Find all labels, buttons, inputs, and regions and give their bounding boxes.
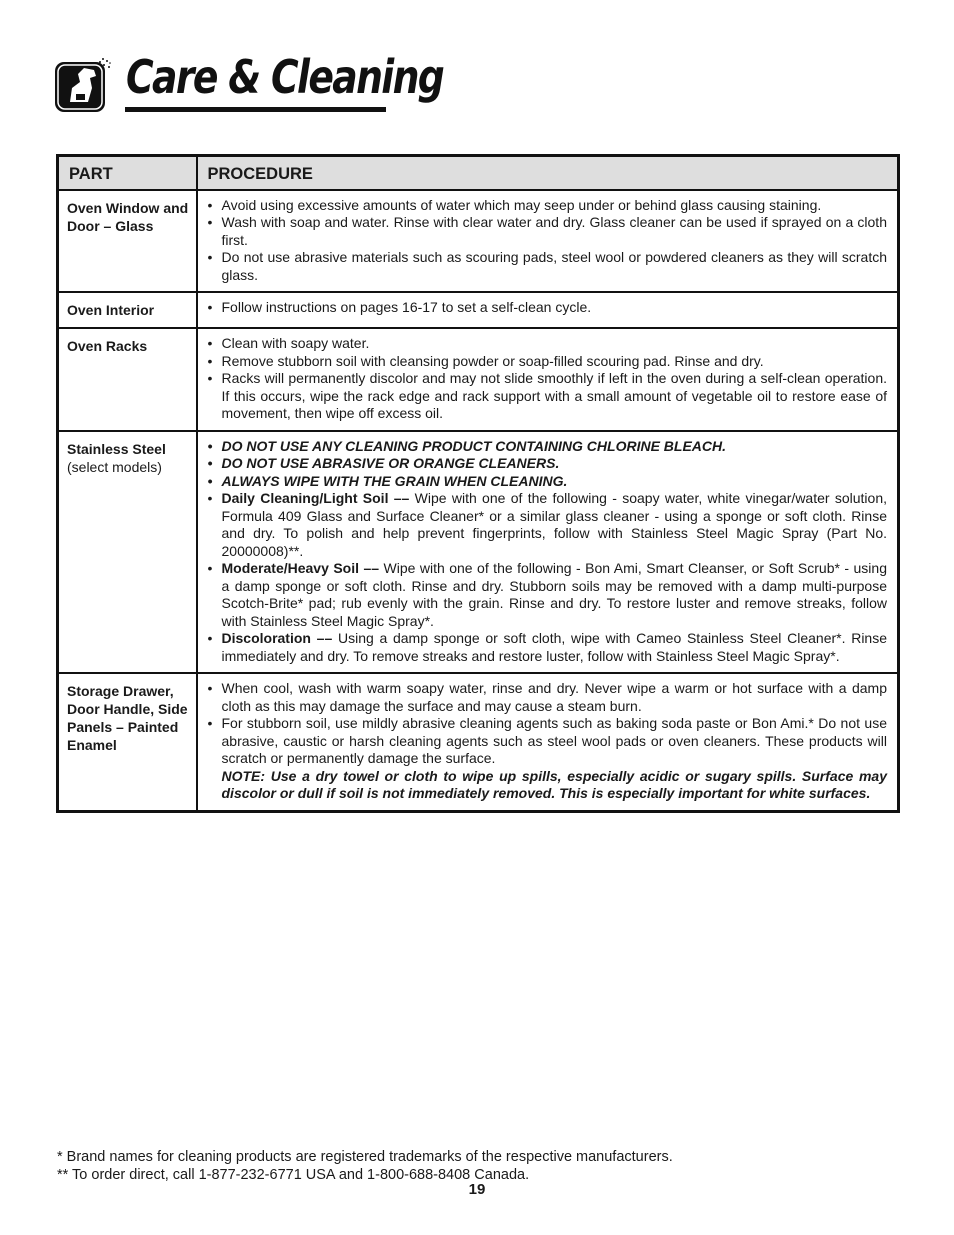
column-header-procedure: PROCEDURE bbox=[197, 156, 899, 190]
procedure-item bbox=[208, 455, 888, 473]
procedure-text: Using a damp sponge or soft cloth, wipe with Cameo Stainless Steel Cleaner*. Rinse immediately and dry. To remove streaks and restore luster, follow with Stainless Steel Magic Spray*. bbox=[221, 630, 887, 664]
page-number: 19 bbox=[468, 1181, 486, 1198]
part-name: Stainless Steel bbox=[67, 440, 166, 457]
procedure-list bbox=[208, 438, 888, 666]
page-title: Care & Cleaning bbox=[126, 50, 444, 104]
procedure-item bbox=[208, 249, 888, 284]
procedure-text: Wash with soap and water. Rinse with clear water and dry. Glass cleaner can be used if sprayed on a cloth first. bbox=[221, 214, 887, 248]
procedure-cell bbox=[197, 190, 899, 293]
table-row bbox=[58, 673, 899, 811]
procedure-item bbox=[208, 680, 888, 715]
table-body bbox=[58, 190, 899, 812]
footnote-order: ** To order direct, call 1-877-232-6771 USA and 1-800-688-8408 Canada. bbox=[57, 1167, 530, 1183]
part-name: Oven Racks bbox=[67, 338, 148, 354]
procedure-text: DO NOT USE ABRASIVE OR ORANGE CLEANERS. bbox=[221, 455, 560, 471]
procedure-item bbox=[208, 335, 888, 353]
procedure-item bbox=[208, 438, 888, 456]
procedure-item bbox=[208, 214, 888, 249]
procedure-note: NOTE: Use a dry towel or cloth to wipe up spills, especially acidic or sugary spills. Surface may discolor or dull if soil is not immediately removed. This is especially important for white surfaces. bbox=[221, 767, 887, 801]
table-row bbox=[58, 431, 899, 674]
part-cell bbox=[58, 431, 197, 674]
procedure-text: When cool, wash with warm soapy water, rinse and dry. Never wipe a warm or hot surface with a damp cloth as this may damage the surface and may cause a steam burn. bbox=[221, 680, 887, 714]
procedure-item bbox=[208, 560, 888, 630]
part-cell bbox=[58, 673, 197, 811]
part-name: Oven Window and Door – Glass bbox=[67, 199, 189, 234]
procedure-text: Clean with soapy water. bbox=[221, 335, 370, 351]
care-table bbox=[56, 154, 900, 813]
table-header-row bbox=[58, 156, 899, 190]
procedure-text: Wipe with one of the following - Bon Ami, Smart Cleanser, or Soft Scrub* - using a damp sponge or soft cloth. Rinse and dry. Stubborn soils may be removed with a damp multi-purpose Scotch-Brite* pad; rub evenly with the grain. Rinse and dry. To restore luster and remove streaks, follow with Stainless Steel Magic Spray*. bbox=[221, 560, 887, 629]
procedure-item bbox=[208, 353, 888, 371]
procedure-item bbox=[208, 630, 888, 665]
procedure-text: DO NOT USE ANY CLEANING PRODUCT CONTAINING CHLORINE BLEACH. bbox=[221, 437, 727, 454]
table-row bbox=[58, 190, 899, 293]
table-row bbox=[58, 328, 899, 431]
procedure-text: Remove stubborn soil with cleansing powder or soap-filled scouring pad. Rinse and dry. bbox=[221, 352, 764, 369]
part-note: (select models) bbox=[67, 458, 162, 475]
procedure-list bbox=[208, 197, 888, 285]
procedure-cell bbox=[197, 673, 899, 811]
procedure-cell bbox=[197, 431, 899, 674]
procedure-item bbox=[208, 197, 888, 215]
footnotes bbox=[57, 1148, 673, 1184]
title-underline bbox=[125, 107, 386, 112]
part-cell bbox=[58, 292, 197, 328]
procedure-list bbox=[208, 680, 888, 803]
part-cell bbox=[58, 328, 197, 431]
part-name: Storage Drawer, Door Handle, Side Panels – Painted Enamel bbox=[67, 683, 188, 753]
procedure-item bbox=[208, 715, 888, 803]
procedure-text: For stubborn soil, use mildly abrasive cleaning agents such as baking soda paste or Bon Ami.* Do not use abrasive, caustic or harsh cleaning agents such as steel wool pads or oven cleaners. These products will scratch or permanently damage the surface. bbox=[221, 715, 887, 766]
procedure-cell bbox=[197, 292, 899, 328]
column-header-part: PART bbox=[58, 156, 197, 190]
procedure-text: Racks will permanently discolor and may not slide smoothly if left in the oven during a self-clean operation. If this occurs, wipe the rack edge and rack support with a small amount of vegetable oil to restore ease of movement, then wipe off excess oil. bbox=[221, 370, 887, 421]
procedure-lead: Moderate/Heavy Soil –– bbox=[221, 560, 380, 576]
procedure-item bbox=[208, 490, 888, 560]
procedure-lead: Discoloration –– bbox=[221, 630, 333, 646]
page-header bbox=[54, 48, 444, 118]
part-cell bbox=[58, 190, 197, 293]
procedure-text: Follow instructions on pages 16-17 to set a self-clean cycle. bbox=[221, 299, 592, 315]
procedure-item bbox=[208, 473, 888, 491]
procedure-item bbox=[208, 370, 888, 423]
procedure-list bbox=[208, 299, 888, 317]
procedure-text: Avoid using excessive amounts of water which may seep under or behind glass causing staining. bbox=[221, 196, 822, 213]
spray-bottle-icon bbox=[54, 58, 112, 113]
procedure-text: Do not use abrasive materials such as scouring pads, steel wool or powdered cleaners as they will scratch glass. bbox=[221, 249, 887, 283]
procedure-item bbox=[208, 299, 888, 317]
part-name: Oven Interior bbox=[67, 302, 155, 318]
procedure-cell bbox=[197, 328, 899, 431]
procedure-list bbox=[208, 335, 888, 423]
footnote-trademarks: * Brand names for cleaning products are registered trademarks of the respective manufacturers. bbox=[57, 1149, 673, 1165]
procedure-text: Wipe with one of the following - soapy water, white vinegar/water solution, Formula 409 Glass and Surface Cleaner* or a similar glass cleaner - using a sponge or soft cloth. Rinse and dry. To polish and help prevent fingerprints, follow with Stainless Steel Magic Spray (Part No. 20000008)**. bbox=[221, 490, 887, 559]
table-row bbox=[58, 292, 899, 328]
procedure-text: ALWAYS WIPE WITH THE GRAIN WHEN CLEANING. bbox=[221, 472, 568, 489]
procedure-lead: Daily Cleaning/Light Soil –– bbox=[221, 490, 410, 506]
